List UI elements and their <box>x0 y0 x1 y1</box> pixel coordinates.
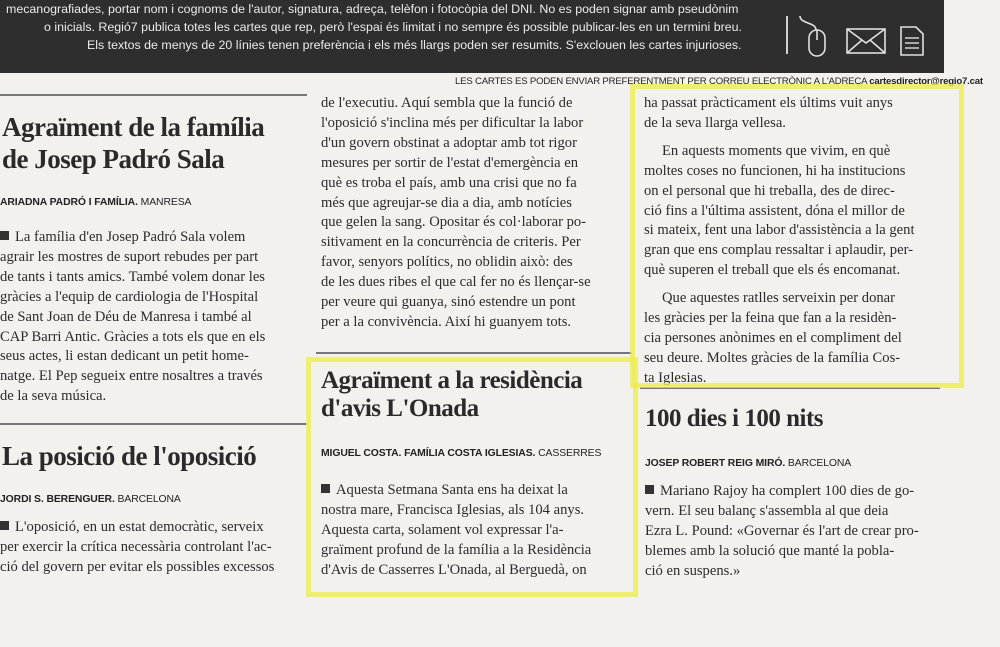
email-instructions-text: LES CARTES ES PODEN ENVIAR PREFERENTMENT PER CORREU ELECTRÒNIC A L'ADREÇA <box>455 76 867 87</box>
body-line: seus actes, li estan dedicant un petit home- <box>0 348 249 365</box>
author: JOSEP ROBERT REIG MIRÓ. <box>645 458 786 469</box>
body-line: Aquesta carta, solament vol expressar l'a- <box>321 521 564 538</box>
body-line: seu deure. Moltes gràcies de la família Cos- <box>644 349 901 366</box>
headline-line: La posició de l'oposició <box>2 441 257 471</box>
body-line: què es troba el país, amb una crisi que no fa <box>321 174 577 191</box>
body-line: agrair les mostres de suport rebudes per part <box>0 248 259 265</box>
divider <box>0 94 307 96</box>
banner-line: mecanografiades, portar nom i cognoms de l'autor, signatura, adreça, telèfon i fotocòpia del DNI. No es poden signar amb pseudònim <box>6 2 739 16</box>
letter-body-100-dies <box>645 482 941 582</box>
headline-padro <box>2 111 264 175</box>
body-line: de l'executiu. Aquí sembla que la funció de <box>321 95 573 111</box>
body-line: d'un govern obstinat a adoptar amb tot rigor <box>321 134 577 151</box>
body-line: cia persones anònimes en el compliment del <box>644 329 902 346</box>
email-address[interactable]: cartesdirector@regio7.cat <box>869 76 983 87</box>
divider <box>316 352 632 354</box>
body-line: de les dues ribes el que cal fer no és llençar-se <box>321 274 591 291</box>
bullet-square-icon <box>0 521 9 530</box>
author: MIGUEL COSTA. FAMÍLIA COSTA IGLESIAS. <box>321 448 536 459</box>
divider <box>0 423 307 425</box>
divider <box>786 16 788 54</box>
body-line: nostra mare, Francisca Iglesias, als 104 anys. <box>321 501 585 518</box>
headline-line: 100 dies i 100 nits <box>645 405 824 432</box>
mouse-icon <box>796 14 834 60</box>
banner-line: o inicials. Regió7 publica totes les cartes que rep, però l'espai és limitat i no sempre és possible publicar-les en un termini breu. <box>44 20 742 34</box>
body-line: les gràcies per la feina que fan a la residèn- <box>644 310 897 327</box>
body-line: per a la convivència. Així hi guanyem tots. <box>321 313 572 330</box>
bullet-square-icon <box>645 485 654 494</box>
body-line: de la seva llarga vellesa. <box>644 114 786 131</box>
bullet-square-icon <box>0 231 9 240</box>
body-line: ció del govern per evitar els possibles excessos <box>0 558 275 575</box>
headline-100-dies <box>645 404 823 434</box>
envelope-icon <box>846 28 886 54</box>
headline-line: de Josep Padró Sala <box>2 144 225 174</box>
headline-line: Agraïment de la família <box>2 112 265 142</box>
contact-icons <box>786 14 936 60</box>
body-line: Ezra L. Pound: «Governar és l'art de crear pro- <box>645 522 919 539</box>
city: CASSERRES <box>538 448 602 459</box>
body-line: de tants i tants amics. També volem donar les <box>0 268 265 285</box>
body-line: on el personal que hi treballa, des de direc- <box>644 182 895 199</box>
body-line: sitivament en la concurrència de criteris. Per <box>321 234 581 251</box>
author: JORDI S. BERENGUER. <box>0 494 115 505</box>
letter-continuation-oposicio <box>321 94 626 333</box>
body-line: d'Avis de Casserres L'Onada, al Berguedà, on <box>321 561 587 578</box>
body-line: si mateix, fent una labor d'assistència a la gent <box>644 222 915 239</box>
body-line: CAP Barri Antic. Gràcies a tots els que en els <box>0 328 266 345</box>
body-line: Aquesta Setmana Santa ens ha deixat la <box>321 481 626 501</box>
body-line: favor, senyors polítics, no oblidin això: des <box>321 254 573 271</box>
body-line: Que aquestes ratlles serveixin per donar <box>662 290 896 307</box>
headline-line: d'avis L'Onada <box>321 395 479 422</box>
byline-oposicio <box>0 494 181 505</box>
banner-line: Els textos de menys de 20 línies tenen preferència i els més llargs poden ser resumits. S'exclouen les cartes injurioses. <box>87 38 742 52</box>
body-line: natge. El Pep segueix entre nosaltres a través <box>0 368 263 385</box>
body-line: gran que ens complau ressaltar i aplaudir, per- <box>644 242 914 259</box>
highlight-box <box>630 84 964 388</box>
body-line: que gelen la sang. Opositar és col·laborar po- <box>321 214 587 231</box>
body-line: L'oposició, en un estat democràtic, serveix <box>0 518 305 538</box>
highlight-box <box>306 357 638 597</box>
city: BARCELONA <box>787 458 852 469</box>
body-line: gràcies a l'equip de cardiologia de l'Hospital <box>0 288 259 305</box>
author: ARIADNA PADRÓ I FAMÍLIA. <box>0 197 138 208</box>
headline-line: Agraïment a la residència <box>321 367 583 394</box>
body-line: per veure qui guanya, sinó estendre un pont <box>321 294 576 311</box>
byline-100-dies <box>645 458 851 469</box>
byline-padro <box>0 197 191 208</box>
body-line: ció fins a l'última assistent, dóna el millor de <box>644 202 905 219</box>
body-line: ció en suspens.» <box>645 562 741 579</box>
body-line: vern. El seu balanç s'assembla al que deia <box>645 502 889 519</box>
body-line: ha passat pràcticament els últims vuit anys <box>644 95 893 111</box>
city: BARCELONA <box>117 494 181 505</box>
body-line: blemes amb la solució que manté la pobla- <box>645 542 895 559</box>
city: MANRESA <box>140 197 192 208</box>
body-line: La família d'en Josep Padró Sala volem <box>0 228 305 248</box>
document-icon <box>900 26 924 56</box>
body-line: de la seva música. <box>0 388 107 405</box>
letter-body-padro <box>0 228 305 407</box>
body-line: graïment profund de la família a la Residència <box>321 541 592 558</box>
body-line: què superen el treball que els és encomanat. <box>644 262 901 279</box>
body-line: moltes coses no funcionen, hi ha institucions <box>644 162 906 179</box>
body-line: l'oposició s'inclina més per dificultar la labor <box>321 114 584 131</box>
letter-body-oposicio <box>0 518 305 578</box>
rules-banner <box>0 0 944 73</box>
body-line: de Sant Joan de Déu de Manresa i també al <box>0 308 252 325</box>
body-line: En aquests moments que vivim, en què <box>662 142 891 159</box>
headline-oposicio <box>2 440 256 472</box>
body-line: Mariano Rajoy ha complert 100 dies de go- <box>645 482 941 502</box>
body-line: mesures per sortir de l'estat d'emergència en <box>321 154 579 171</box>
body-line: per exercir la crítica necessària controlant l'ac- <box>0 538 272 555</box>
body-line: més que agreujar-se dia a dia, amb notícies <box>321 194 572 211</box>
body-line: ta Iglesias. <box>644 369 707 386</box>
